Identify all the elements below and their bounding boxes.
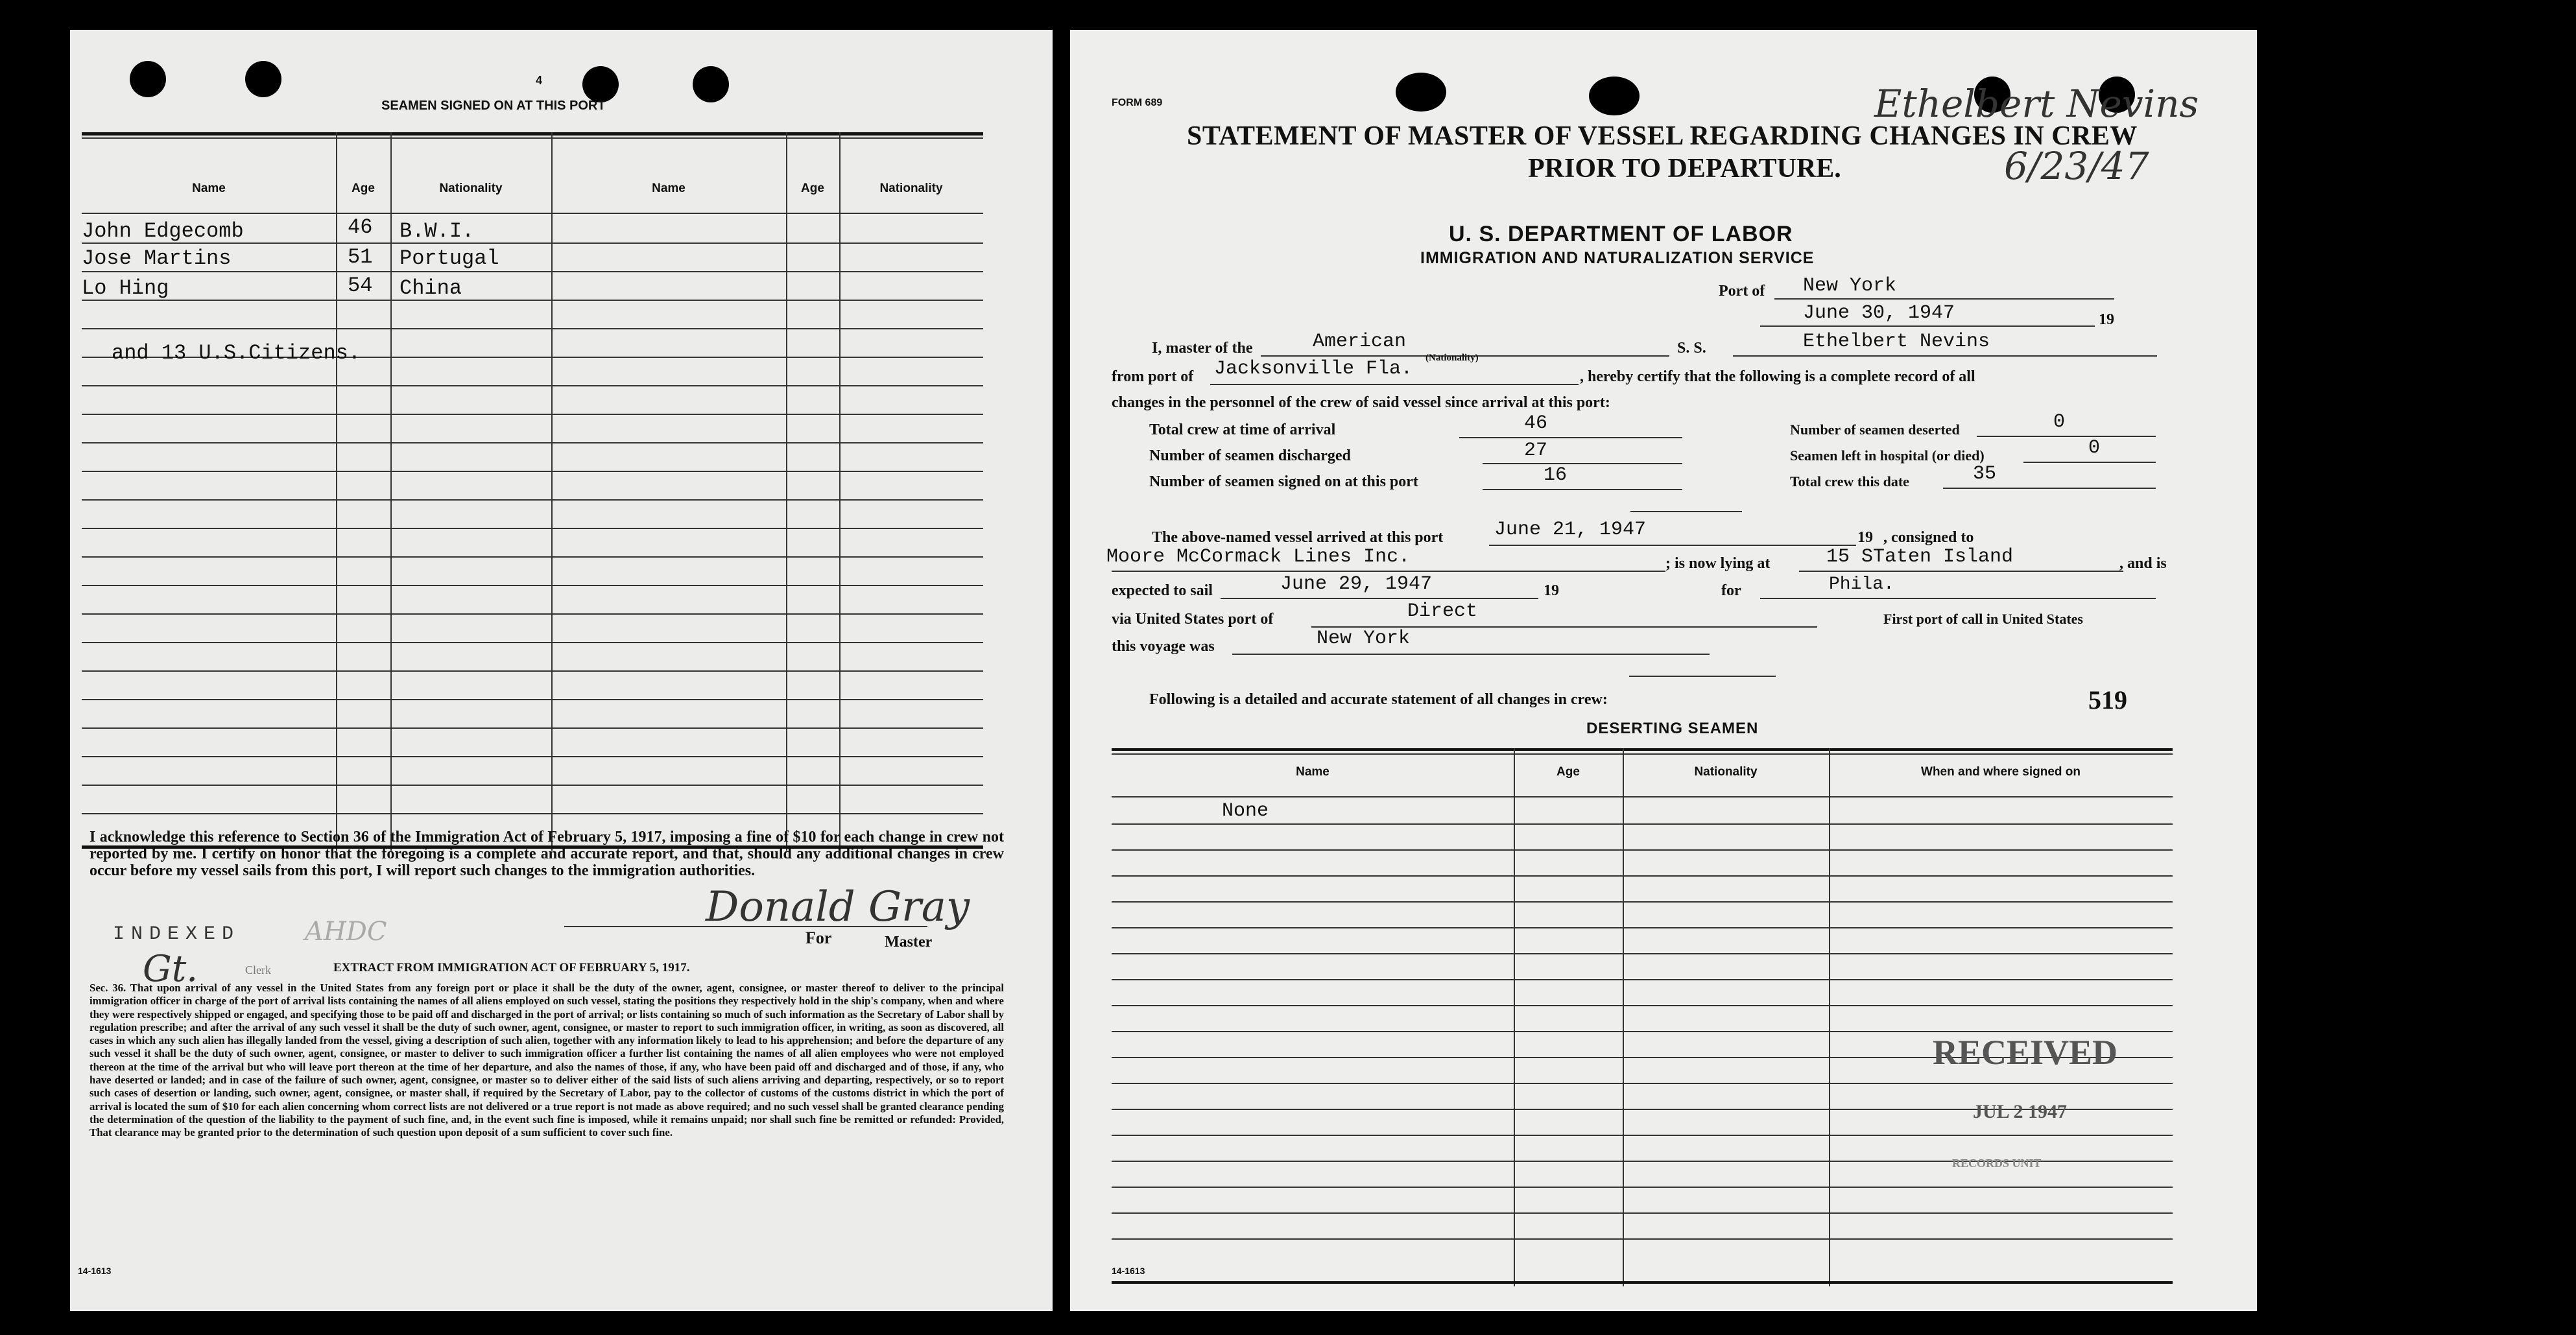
total-crew-arrival-label: Total crew at time of arrival <box>1149 421 1336 438</box>
total-crew-date: 35 <box>1973 463 1997 485</box>
number-519: 519 <box>2088 685 2127 715</box>
first-port-label: First port of call in United States <box>1883 611 2083 627</box>
arrived-value: June 21, 1947 <box>1494 519 1647 541</box>
for-value: Phila. <box>1829 574 1894 595</box>
punch-hole <box>1589 77 1640 115</box>
for-label: For <box>805 928 832 947</box>
acknowledgement-text: I acknowledge this reference to Section 36 of the Immigration Act of February 5, 1917, imposing a fine of $10 for each change in crew not reported by me. I certify on honor that the foregoing is a complete and accurate report, and that, should any additional changes in crew occur before my vessel sails from this port, I will report such changes to the immigration authorities. <box>89 829 1004 879</box>
left-page <box>70 30 1053 1311</box>
table-row-name: None <box>1222 800 1269 822</box>
table-row-name: Jose Martins <box>82 246 232 270</box>
voyage-value: New York <box>1317 628 1411 650</box>
col-header-nationality: Nationality <box>879 182 943 195</box>
signed-on-label: Number of seamen signed on at this port <box>1149 473 1418 490</box>
master-label: Master <box>885 934 933 951</box>
section-title: SEAMEN SIGNED ON AT THIS PORT <box>381 99 606 113</box>
via-label: via United States port of <box>1112 611 1274 628</box>
records-unit: RECORDS UNIT <box>1952 1157 2042 1170</box>
service: IMMIGRATION AND NATURALIZATION SERVICE <box>1420 249 1815 267</box>
col-header-name: Name <box>652 182 686 195</box>
date-value: June 30, 1947 <box>1803 302 1955 324</box>
extract-body: Sec. 36. That upon arrival of any vessel in the United States from any foreign port or place it shall be the duty of the owner, agent, consignee, or master thereof to deliver to the principal immigration officer in charge of the port of arrival lists containing the names of all aliens employed on such vessel, stating the positions they respectively hold in the ship's company, when and where they were respectively shipped or engaged, and specifying those to be paid off and discharged in the port of arrival; or lists containing so much of such information as the Secretary of Labor shall by regulation prescribe; and after the arrival of any such vessel it shall be the duty of such owner, agent, consignee, or master to report to such immigration officer, in writing, as soon as discovered, all cases in which any such alien has illegally landed from the vessel, giving a description of such alien, together with any information likely to lead to his apprehension; and before the departure of any such vessel it shall be the duty of such owner, agent, consignee, or master to deliver to such immigration officer a further list containing the names of all alien employees who were not employed thereon at the time of the arrival but who will leave port thereon at the time of her departure, and also the names of those, if any, who have been paid off and discharged and of those, if any, who have deserted or landed; and in case of the failure of such owner, agent, consignee, or master so to deliver either of the said lists of such aliens arriving and departing, respectively, or so to report such cases of desertion or landing, such owner, agent, consignee, or master shall, if required by the Secretary of Labor, pay to the collector of customs of the customs district in which the port of arrival is located the sum of $10 for each alien concerning whom correct lists are not delivered or a true report is not made as above required; and no such vessel shall be granted clearance pending the determination of the question of the liability to the payment of such fine, and, in the event such fine is imposed, while it remains unpaid; nor shall such fine be remitted or refunded: Provided, That clearance may be granted prior to the determination of such question upon deposit of a sum sufficient to cover such fine. <box>89 982 1004 1139</box>
table-row-age: 46 <box>348 215 373 239</box>
signed-on: 16 <box>1544 464 1568 486</box>
sail-label: expected to sail <box>1112 582 1213 599</box>
table-row-age: 54 <box>348 274 373 298</box>
port-label: Port of <box>1719 283 1765 300</box>
hospital: 0 <box>2088 437 2101 459</box>
punch-hole <box>693 66 729 102</box>
nationality-value: American <box>1313 331 1407 353</box>
total-crew-date-label: Total crew this date <box>1790 473 1909 490</box>
form-title: STATEMENT OF MASTER OF VESSEL REGARDING CHANGES IN CREW <box>1187 121 2138 151</box>
page-number: 4 <box>536 74 543 87</box>
punch-hole <box>130 61 166 97</box>
punch-hole <box>1396 73 1446 112</box>
from-port-label: from port of <box>1112 368 1194 385</box>
year-suffix: 19 <box>2099 311 2114 328</box>
ss-label: S. S. <box>1677 340 1706 357</box>
table-row-nationality: Portugal <box>400 246 499 270</box>
handwritten-vessel: Ethelbert Nevins <box>1874 82 2199 126</box>
punch-hole <box>582 66 619 102</box>
footer-code: 14-1613 <box>78 1266 112 1276</box>
col-header-nationality: Nationality <box>439 182 503 195</box>
certify-text: , hereby certify that the following is a complete record of all <box>1580 368 1975 385</box>
seamen-table <box>82 132 983 851</box>
arrived-label: The above-named vessel arrived at this port <box>1152 529 1444 546</box>
lying-value: 15 STaten Island <box>1826 546 2014 568</box>
for-label: for <box>1721 582 1741 599</box>
sail-value: June 29, 1947 <box>1280 573 1433 595</box>
discharged-label: Number of seamen discharged <box>1149 447 1351 464</box>
lying-label: ; is now lying at <box>1665 555 1771 572</box>
table-note: and 13 U.S.Citizens. <box>112 341 361 365</box>
clerk-label: Clerk <box>245 963 271 976</box>
punch-hole <box>245 61 281 97</box>
received-stamp: RECEIVED <box>1933 1033 2118 1072</box>
deserted: 0 <box>2053 411 2066 433</box>
discharged: 27 <box>1524 440 1548 462</box>
form-subtitle: PRIOR TO DEPARTURE. <box>1528 154 1841 183</box>
table-row-nationality: B.W.I. <box>400 219 475 243</box>
following-text: Following is a detailed and accurate statement of all changes in crew: <box>1149 691 1608 708</box>
deserted-label: Number of seamen deserted <box>1790 421 1960 438</box>
and-is-label: , and is <box>2119 555 2167 572</box>
ship-name: Ethelbert Nevins <box>1803 331 1990 353</box>
col-header-name: Name <box>192 182 226 195</box>
col-header-name: Name <box>1296 765 1330 779</box>
master-signature: Donald Gray <box>706 883 970 931</box>
hospital-label: Seamen left in hospital (or died) <box>1790 447 1985 464</box>
table-row-age: 51 <box>348 245 373 269</box>
handwritten-date: 6/23/47 <box>2004 144 2149 188</box>
col-header-when-where: When and where signed on <box>1921 765 2081 779</box>
changes-text: changes in the personnel of the crew of said vessel since arrival at this port: <box>1112 394 1610 411</box>
col-header-age: Age <box>352 182 375 195</box>
col-header-age: Age <box>801 182 824 195</box>
deserting-title: DESERTING SEAMEN <box>1586 720 1759 737</box>
right-page <box>1070 30 2257 1311</box>
from-port-value: Jacksonville Fla. <box>1214 358 1413 380</box>
received-date: JUL 2 1947 <box>1973 1101 2068 1122</box>
form-number: FORM 689 <box>1112 97 1163 108</box>
total-crew-arrival: 46 <box>1524 412 1548 434</box>
clerk-initials: Gt. <box>143 948 198 990</box>
table-row-name: Lo Hing <box>82 276 169 300</box>
extract-title: EXTRACT FROM IMMIGRATION ACT OF FEBRUARY 5, 1917. <box>333 961 690 975</box>
via-value: Direct <box>1407 600 1478 622</box>
footer-code: 14-1613 <box>1112 1266 1145 1276</box>
col-header-nationality: Nationality <box>1694 765 1758 779</box>
department: U. S. DEPARTMENT OF LABOR <box>1449 222 1793 246</box>
master-of-label: I, master of the <box>1152 340 1253 357</box>
nationality-caption: (Nationality) <box>1425 353 1479 363</box>
year-suffix: 19 <box>1857 529 1873 546</box>
port-value: New York <box>1803 275 1897 297</box>
year-suffix: 19 <box>1544 582 1559 599</box>
indexed-stamp: INDEXED <box>113 923 241 945</box>
col-header-age: Age <box>1556 765 1580 779</box>
consignee-value: Moore McCormack Lines Inc. <box>1106 546 1411 568</box>
voyage-label: this voyage was <box>1112 638 1215 655</box>
table-row-name: John Edgecomb <box>82 219 244 243</box>
indexed-initials: AHDC <box>305 917 387 947</box>
deserting-table <box>1112 748 2173 1286</box>
consigned-label: , consigned to <box>1883 529 1974 546</box>
table-row-nationality: China <box>400 276 462 300</box>
